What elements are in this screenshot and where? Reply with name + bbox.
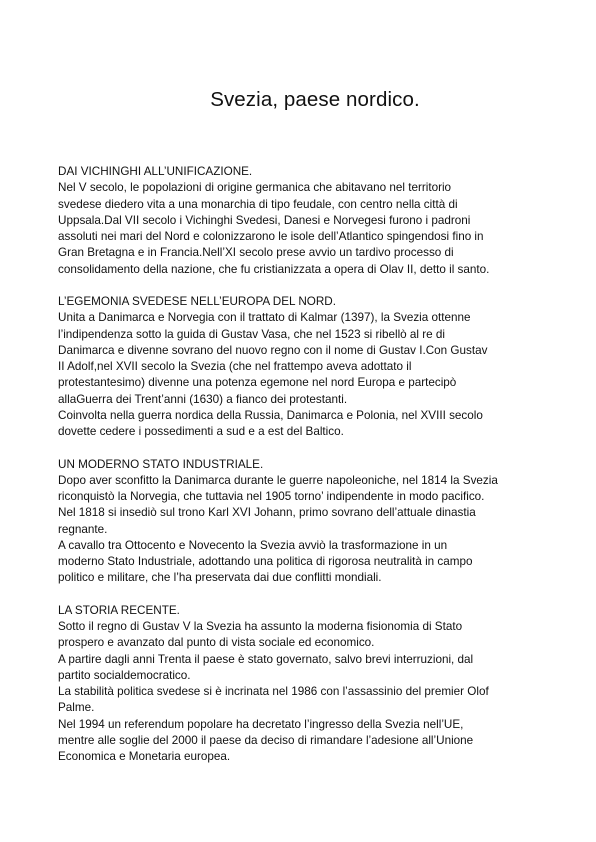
text-line: Nel 1994 un referendum popolare ha decretato l’ingresso della Svezia nell’UE, (58, 717, 464, 731)
text-line: mentre alle soglie del 2000 il paese da deciso di rimandare l’adesione all’Unione (58, 733, 474, 747)
document-title: Svezia, paese nordico. (210, 88, 420, 111)
text-line: dovette cedere i possedimenti a sud e a est del Baltico. (58, 425, 344, 438)
text-line: Nel 1818 si insediò sul trono Karl XVI Johann, primo sovrano dell’attuale dinastia (58, 506, 476, 520)
text-line: Dopo aver sconfitto la Danimarca durante le guerre napoleoniche, nel 1814 la Svezia (58, 473, 498, 487)
text-line: Unita a Danimarca e Norvegia con il trattato di Kalmar (1397), la Svezia ottenne (58, 311, 471, 325)
text-line: regnante. (58, 522, 108, 536)
section-heading: L’EGEMONIA SVEDESE NELL’EUROPA DEL NORD. (58, 295, 336, 308)
text-line: Palme. (58, 701, 95, 715)
text-line: prospero e avanzato dal punto di vista sociale ed economico. (58, 636, 375, 650)
text-line: politico e militare, che l’ha preservata dai due conflitti mondiali. (58, 571, 382, 585)
text-line: Coinvolta nella guerra nordica della Russia, Danimarca e Polonia, nel XVIII secolo (58, 408, 483, 422)
text-line: La stabilità politica svedese si è incrinata nel 1986 con l’assassinio del premier Olof (58, 685, 489, 698)
section-egemonia (58, 294, 558, 440)
text-line: Economica e Monetaria europea. (58, 750, 231, 763)
document-body (58, 164, 558, 782)
text-line: consolidamento della nazione, che fu cristianizzata a opera di Olav II, detto il santo. (58, 262, 490, 276)
text-line: assoluti nei mari del Nord e colonizzarono le isole dell’Atlantico spingendosi fino in (58, 230, 484, 243)
text-line: Sotto il regno di Gustav V la Svezia ha assunto la moderna fisionomia di Stato (58, 620, 463, 633)
text-line: svedese diedero vita a una monarchia di tipo feudale, con centro nella città di (58, 197, 458, 211)
text-line: Nel V secolo, le popolazioni di origine germanica che abitavano nel territorio (58, 181, 452, 195)
text-line: Gran Bretagna e in Francia.Nell’XI secolo prese avvio un tardivo processo di (58, 246, 454, 260)
section-heading: LA STORIA RECENTE. (58, 603, 180, 617)
text-line: Danimarca e divenne sovrano del nuovo regno con il nome di Gustav I.Con Gustav (58, 343, 488, 357)
text-line: moderno Stato Industriale, adottando una politica di rigorosa neutralità in campo (58, 555, 473, 568)
section-stato-industriale (58, 457, 558, 587)
text-line: protestantesimo) divenne una potenza egemone nel nord Europa e partecipò (58, 376, 457, 390)
text-line: II Adolf,nel XVII secolo la Svezia (che nel frattempo aveva adottato il (58, 360, 412, 373)
text-line: partito socialdemocratico. (58, 668, 191, 682)
text-line: A partire dagli anni Trenta il paese è stato governato, salvo brevi interruzioni, dal (58, 652, 474, 666)
text-line: Uppsala.Dal VII secolo i Vichinghi Svedesi, Danesi e Norvegesi furono i padroni (58, 213, 471, 227)
section-storia-recente (58, 603, 558, 766)
text-line: A cavallo tra Ottocento e Novecento la Svezia avviò la trasformazione in un (58, 538, 448, 552)
text-line: l’indipendenza sotto la guida di Gustav Vasa, che nel 1523 si ribellò al re di (58, 327, 446, 341)
section-heading: UN MODERNO STATO INDUSTRIALE. (58, 457, 264, 471)
section-heading: DAI VICHINGHI ALL’UNIFICAZIONE. (58, 165, 253, 178)
text-line: allaGuerra dei Trent’anni (1630) a fianco dei protestanti. (58, 392, 348, 406)
text-line: riconquistò la Norvegia, che tuttavia nel 1905 torno’ indipendente in modo pacifico. (58, 490, 485, 503)
section-vichinghi (58, 164, 558, 278)
